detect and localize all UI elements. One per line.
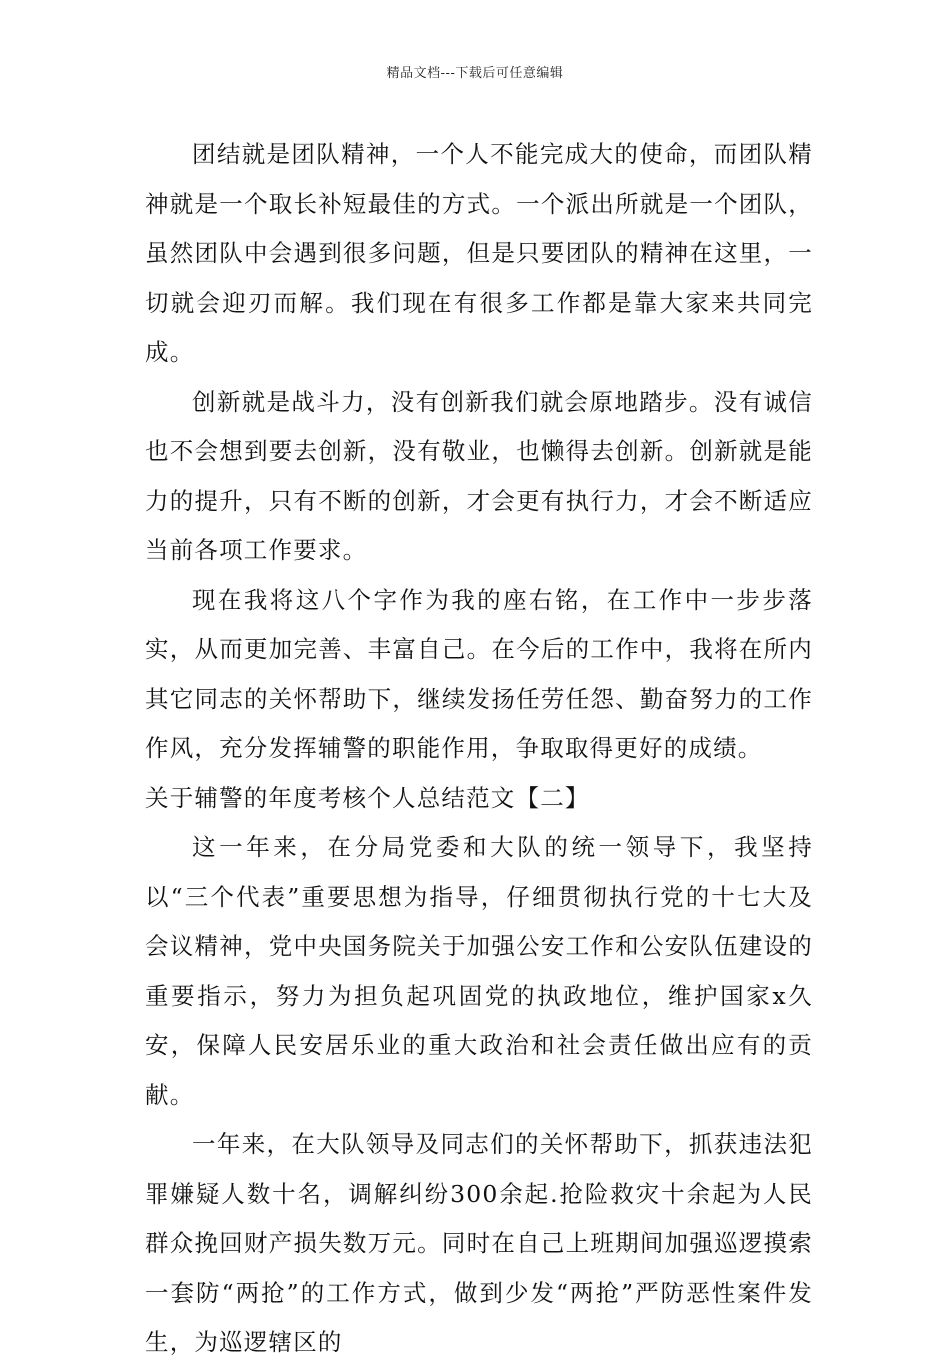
paragraph-innovation: 创新就是战斗力，没有创新我们就会原地踏步。没有诚信也不会想到要去创新，没有敬业，也懒得去创新。创新就是能力的提升，只有不断的创新，才会更有执行力，才会不断适应当前各项工作要求。 — [145, 387, 813, 564]
paragraph-unity: 团结就是团队精神，一个人不能完成大的使命，而团队精神就是一个取长补短最佳的方式。一个派出所就是一个团队，虽然团队中会遇到很多问题，但是只要团队的精神在这里，一切就会迎刃而解。我们现在有很多工作都是靠大家来共同完成。 — [145, 140, 813, 366]
page-header: 精品文档---下载后可任意编辑 — [386, 66, 564, 81]
paragraph-year-overview: 这一年来，在分局党委和大队的统一领导下，我坚持以“三个代表”重要思想为指导，仔细贯彻执行党的十七大及会议精神，党中央国务院关于加强公安工作和公安队伍建设的重要指示，努力为担负起巩固党的执政地位，维护国家x久安，保障人民安居乐业的重大政治和社会责任做出应有的贡献。 — [145, 833, 813, 1109]
document-body — [145, 130, 813, 1368]
paragraph-achievements: 一年来，在大队领导及同志们的关怀帮助下，抓获违法犯罪嫌疑人数十名，调解纠纷300余起.抢险救灾十余起为人民群众挽回财产损失数万元。同时在自己上班期间加强巡逻摸索一套防“两抢”的工作方式，做到少发“两抢”严防恶性案件发生，为巡逻辖区的 — [145, 1130, 813, 1356]
section-heading: 关于辅警的年度考核个人总结范文【二】 — [145, 783, 590, 812]
paragraph-motto: 现在我将这八个字作为我的座右铭，在工作中一步步落实，从而更加完善、丰富自己。在今后的工作中，我将在所内其它同志的关怀帮助下，继续发扬任劳任怨、勤奋努力的工作作风，充分发挥辅警的职能作用，争取取得更好的成绩。 — [145, 585, 813, 762]
